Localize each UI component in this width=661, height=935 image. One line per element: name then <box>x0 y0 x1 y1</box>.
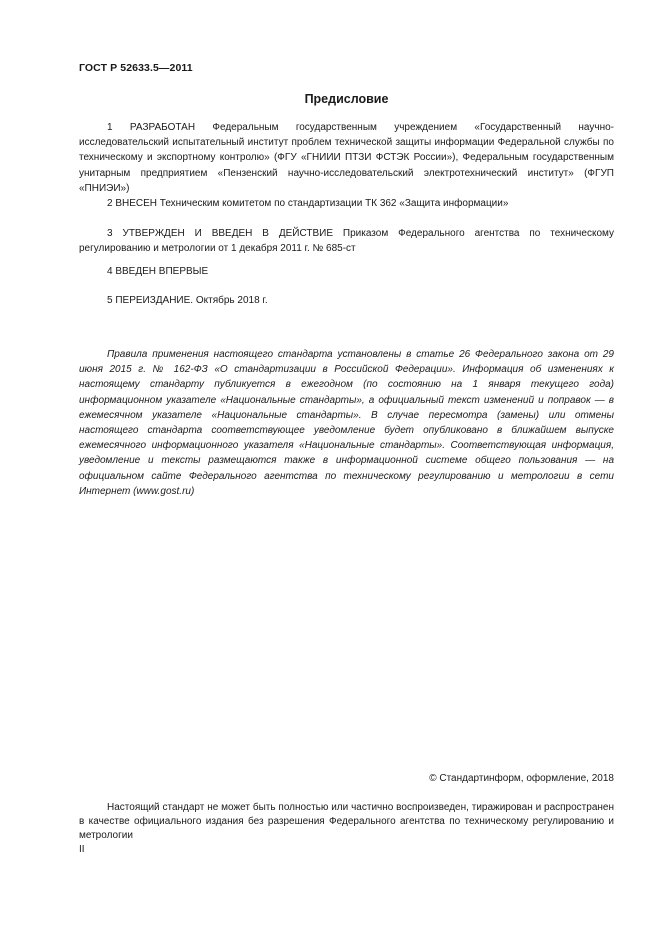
preface-item-submitted: 2 ВНЕСЕН Техническим комитетом по стандартизации ТК 362 «Защита информации» <box>107 198 509 209</box>
preface-item-first-introduced: 4 ВВЕДЕН ВПЕРВЫЕ <box>107 266 209 277</box>
preface-item-developer: 1 РАЗРАБОТАН Федеральным государственным учреждением «Государственный научно-исследовательский испытательный институт проблем технической защиты информации Федеральной службы по техническому и экспортному контролю» (ФГУ «ГНИИИ ПТЗИ ФСТЭК России»), Федеральным государственным унитарным предприятием «Пензенский научно-исследовательский электротехнический институт» (ФГУП «ПНИЭИ») <box>79 122 614 194</box>
copyright-line: © Стандартинформ, оформление, 2018 <box>429 773 614 784</box>
page-number: II <box>79 844 85 855</box>
document-code: ГОСТ Р 52633.5—2011 <box>79 62 193 74</box>
preface-title: Предисловие <box>304 92 389 106</box>
application-rules-notice: Правила применения настоящего стандарта установлены в статье 26 Федерального закона от 29 июня 2015 г. № 162-ФЗ «О стандартизации в Российской Федерации». Информация об изменениях к настоящему стандарту публикуется в ежегодном (по состоянию на 1 января текущего года) информационном указателе «Национальные стандарты», а официальный текст изменений и поправок — в ежемесячном указателе «Национальные стандарты». В случае пересмотра (замены) или отмены настоящего стандарта соответствующее уведомление будет опубликовано в ближайшем выпуске ежемесячного информационного указателя «Национальные стандарты». Соответствующая информация, уведомление и тексты размещаются также в информационной системе общего пользования — на официальном сайте Федерального агентства по техническому регулированию и метрологии в сети Интернет (www.gost.ru) <box>79 349 614 497</box>
preface-item-reissue: 5 ПЕРЕИЗДАНИЕ. Октябрь 2018 г. <box>107 295 268 306</box>
reproduction-rights-notice: Настоящий стандарт не может быть полностью или частично воспроизведен, тиражирован и распространен в качестве официального издания без разрешения Федерального агентства по техническому регулированию и метрологии <box>79 802 614 841</box>
preface-item-approved: 3 УТВЕРЖДЕН И ВВЕДЕН В ДЕЙСТВИЕ Приказом Федерального агентства по техническому регулированию и метрологии от 1 декабря 2011 г. № 685-ст <box>79 228 614 255</box>
